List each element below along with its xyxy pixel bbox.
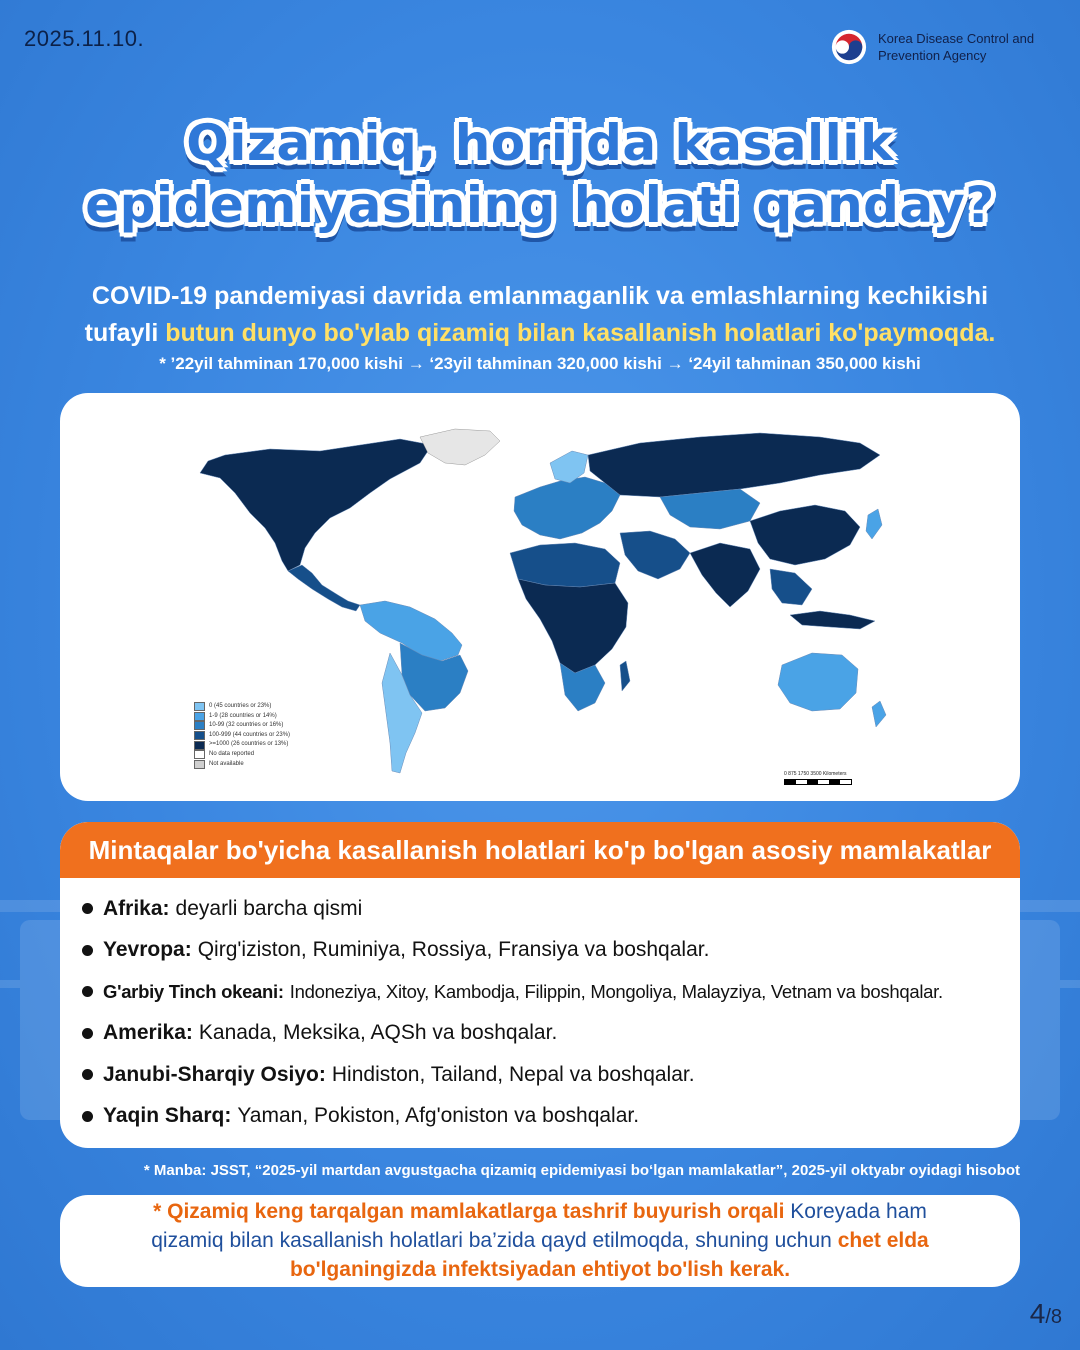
legend-swatch (194, 731, 205, 740)
region-name: Janubi-Sharqiy Osiyo: (103, 1062, 326, 1086)
region-countries: Indoneziya, Xitoy, Kambodja, Filippin, Mongoliya, Malayziya, Vetnam va boshqalar. (289, 980, 943, 1002)
scale-bar-graphic (784, 779, 852, 785)
intro-line2 (0, 315, 1080, 352)
warning-card (60, 1195, 1020, 1287)
warning-part4: chet elda (837, 1229, 929, 1252)
legend-swatch (194, 750, 205, 759)
legend-item (194, 740, 290, 750)
map-scale-bar (784, 771, 852, 785)
bullet-icon (82, 986, 93, 997)
warning-part1: * Qizamiq keng tarqalgan mamlakatlarga tashrif buyurish orqali (153, 1200, 785, 1223)
map-africa-north (510, 543, 620, 587)
legend-item (194, 712, 290, 722)
warning-part3: qizamiq bilan kasallanish holatlari ba’zida qayd etilmoqda, shuning uchun (151, 1229, 838, 1252)
map-middle-east (620, 531, 690, 579)
agency-name-line2: Prevention Agency (878, 48, 987, 63)
scale-label: 0 875 1750 3500 Kilometers (784, 771, 847, 777)
map-new-zealand (872, 701, 886, 727)
page-total: /8 (1045, 1306, 1062, 1328)
page-title (0, 112, 1080, 236)
map-south-asia (690, 543, 760, 607)
region-name: G'arbiy Tinch okeani: (103, 980, 284, 1002)
legend-swatch (194, 712, 205, 721)
legend-item (194, 702, 290, 712)
warning-line3 (60, 1255, 1020, 1284)
countries-card (60, 822, 1020, 1148)
legend-item (194, 760, 290, 770)
legend-swatch (194, 702, 205, 711)
map-greenland (420, 429, 500, 465)
map-indonesia (790, 611, 875, 629)
title-line1: Qizamiq, horijda kasallik (186, 114, 894, 172)
legend-label: 10-99 (32 countries or 16%) (209, 722, 284, 729)
countries-list (60, 878, 1020, 1137)
list-item (82, 888, 1020, 930)
legend-swatch (194, 721, 205, 730)
world-map-card (60, 393, 1020, 801)
map-japan (866, 509, 882, 539)
legend-label: >=1000 (26 countries or 13%) (209, 741, 289, 748)
map-southeast-asia (770, 569, 812, 605)
map-central-america (288, 565, 360, 611)
legend-item (194, 731, 290, 741)
map-australia (778, 653, 858, 711)
list-item (82, 1013, 1020, 1055)
list-item (82, 930, 1020, 972)
legend-swatch (194, 760, 205, 769)
bullet-icon (82, 1111, 93, 1122)
map-russia (588, 433, 880, 497)
warning-part2: Koreyada ham (784, 1200, 927, 1223)
region-countries: Kanada, Meksika, AQSh va boshqalar. (198, 1021, 558, 1045)
legend-label: 1-9 (28 countries or 14%) (209, 712, 277, 719)
warning-line2 (60, 1226, 1020, 1255)
map-europe (514, 477, 620, 539)
bullet-icon (82, 945, 93, 956)
warning-part5: bo'lganingizda infektsiyadan ehtiyot bo'lish kerak. (289, 1258, 791, 1281)
source-note: * Manba: JSST, “2025-yil martdan avgustgacha qizamiq epidemiyasi bo‘lgan mamlakatlar”, 2025-yil oktyabr oyidagi hisobot (143, 1162, 1020, 1179)
legend-swatch (194, 741, 205, 750)
region-name: Yevropa: (103, 938, 192, 962)
list-item (82, 1054, 1020, 1096)
bullet-icon (82, 903, 93, 914)
agency-name (878, 30, 1048, 64)
title-line2: epidemiyasining holati qanday? (85, 176, 995, 234)
case-count-note: * ’22yil tahminan 170,000 kishi → ‘23yil tahminan 320,000 kishi → ‘24yil tahminan 350,000 kishi (159, 354, 921, 373)
countries-card-header: Mintaqalar bo'yicha kasallanish holatlari ko'p bo'lgan asosiy mamlakatlar (60, 822, 1020, 878)
region-countries: Yaman, Pokiston, Afg'oniston va boshqalar. (237, 1104, 640, 1128)
legend-label: Not available (209, 760, 244, 767)
region-countries: deyarli barcha qismi (175, 896, 363, 920)
region-countries: Qirg'iziston, Ruminiya, Rossiya, Fransiya va boshqalar. (197, 938, 710, 962)
page-indicator (1030, 1298, 1062, 1330)
legend-label: 0 (45 countries or 23%) (209, 703, 272, 709)
bullet-icon (82, 1028, 93, 1039)
list-item (82, 971, 1020, 1013)
region-name: Yaqin Sharq: (103, 1104, 232, 1128)
bullet-icon (82, 1069, 93, 1080)
map-africa-central (518, 579, 628, 673)
map-east-asia (750, 505, 860, 565)
map-legend (194, 702, 290, 769)
list-item (82, 1096, 1020, 1138)
warning-line1 (60, 1197, 1020, 1226)
region-name: Afrika: (103, 896, 170, 920)
legend-item (194, 721, 290, 731)
kdca-logo-icon (830, 28, 868, 66)
legend-label: 100-999 (44 countries or 23%) (209, 731, 291, 738)
page-current: 4 (1029, 1298, 1046, 1329)
legend-label: No data reported (209, 750, 255, 757)
intro-line2-start: tufayli (84, 319, 166, 347)
intro-highlight: butun dunyo bo'ylab qizamiq bilan kasallanish holatlari ko'paymoqda. (165, 319, 996, 347)
map-madagascar (620, 661, 630, 691)
map-north-america (200, 439, 432, 571)
date: 2025.11.10. (24, 26, 145, 51)
intro-line1: COVID-19 pandemiyasi davrida emlanmaganlik va emlashlarning kechikishi (91, 282, 989, 310)
agency-name-line1: Korea Disease Control and (878, 31, 1035, 46)
map-africa-south (560, 663, 605, 711)
agency-header (830, 28, 1048, 66)
region-name: Amerika: (103, 1021, 193, 1045)
region-countries: Hindiston, Tailand, Nepal va boshqalar. (331, 1062, 695, 1086)
legend-item (194, 750, 290, 760)
intro-text (0, 278, 1080, 376)
